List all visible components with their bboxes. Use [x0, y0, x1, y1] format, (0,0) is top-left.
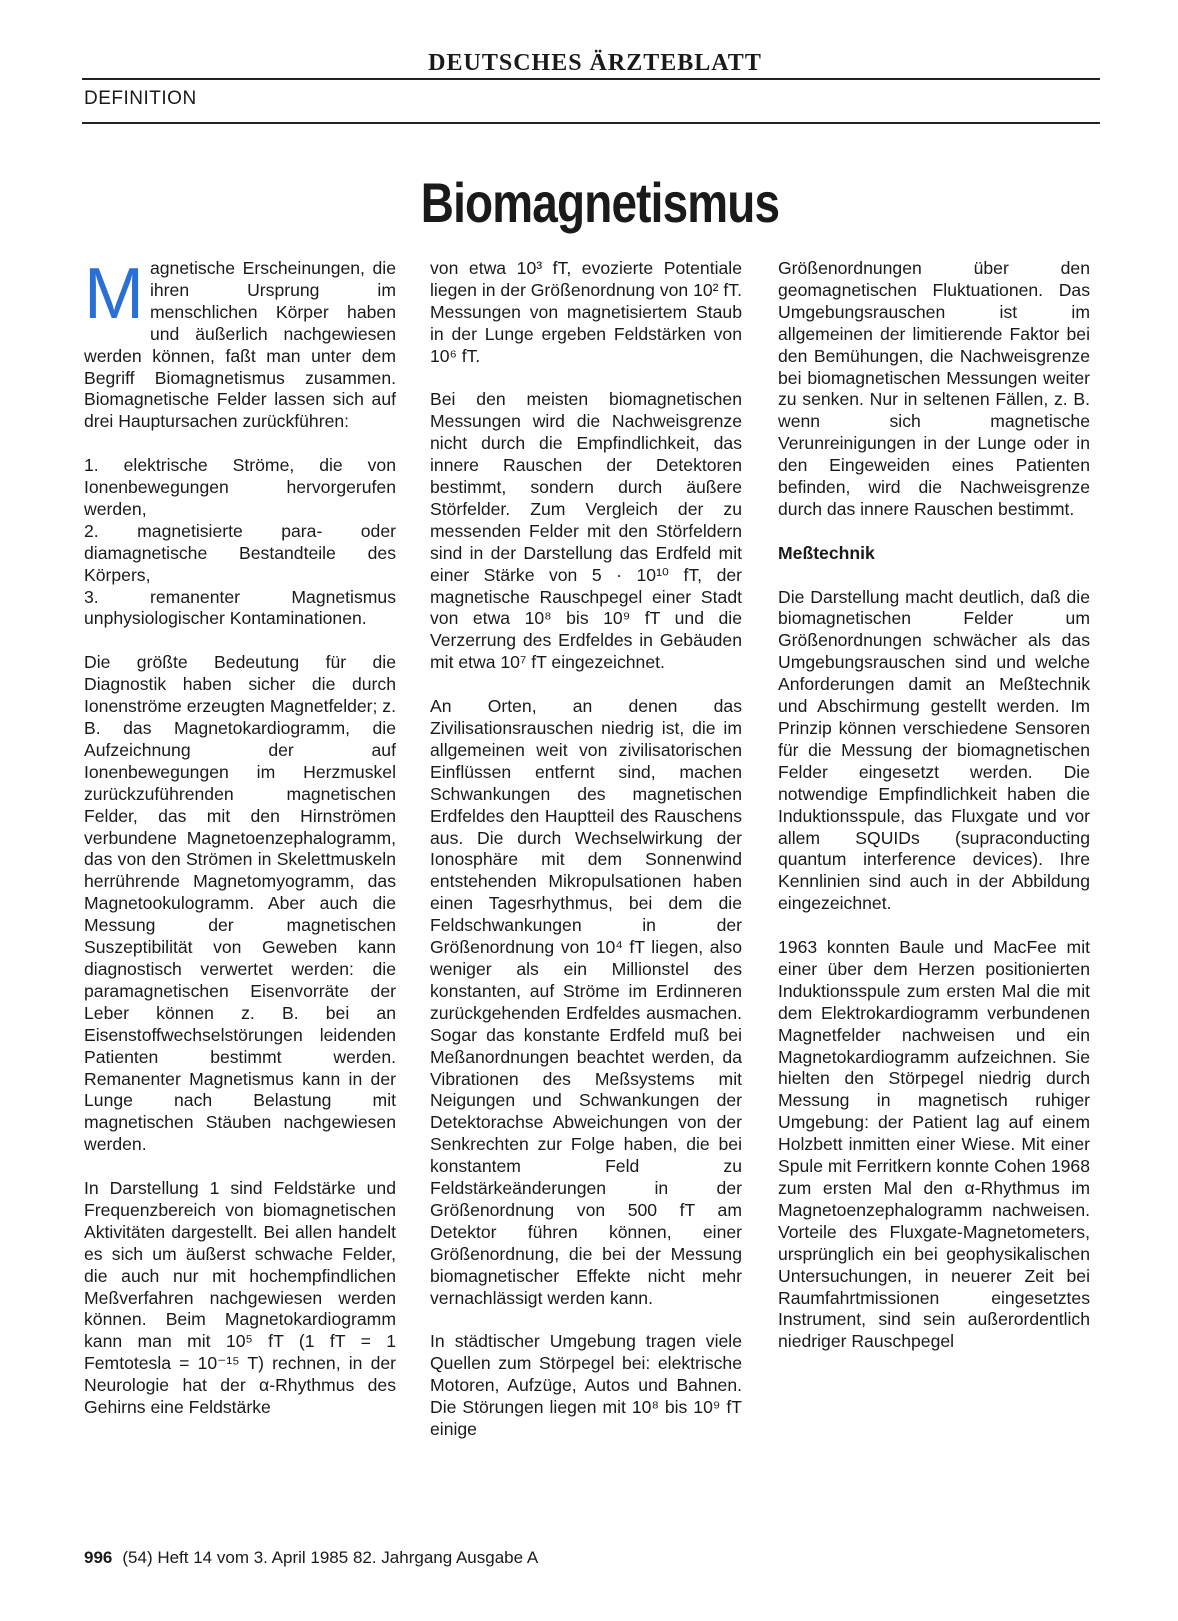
list-item: 2. magnetisierte para- oder diamagnetische Bestandteile des Körpers, — [84, 520, 396, 585]
paragraph: Größenordnungen über den geomagnetischen Fluktuationen. Das Umgebungsrauschen ist im allgemeinen der limitierende Faktor bei den Bemühungen, die Nachweisgrenze bei biomagnetischen Messungen weiter zu senken. Nur in seltenen Fällen, z. B. wenn sich magnetische Verunreinigungen in der Lunge oder in den Eingeweiden eines Patienten befinden, wird die Nachweisgrenze durch das innere Rauschen bestimmt. — [778, 258, 1090, 519]
masthead: DEUTSCHES ÄRZTEBLATT — [428, 50, 762, 76]
column-2 — [430, 258, 742, 1463]
paragraph: Bei den meisten biomagnetischen Messungen wird die Nachweisgrenze nicht durch die Empfindlichkeit, das innere Rauschen der Detektoren bestimmt, sondern durch äußere Störfelder. Zum Vergleich der zu messenden Felder mit den Störfeldern sind in der Darstellung das Erdfeld mit einer Stärke von 5 · 10¹⁰ fT, der magnetische Rauschpegel einer Stadt von etwa 10⁸ bis 10⁹ fT und die Verzerrung des Erdfeldes in Gebäuden mit etwa 10⁷ fT eingezeichnet. — [430, 389, 742, 673]
paragraph: von etwa 10³ fT, evozierte Potentiale liegen in der Größenordnung von 10² fT. Messungen von magnetisiertem Staub in der Lunge ergeben Feldstärken von 10⁶ fT. — [430, 258, 742, 366]
paragraph: Die Darstellung macht deutlich, daß die biomagnetischen Felder um Größenordnungen schwächer als das Umgebungsrauschen sind und welche Anforderungen damit an Meßtechnik und Abschirmung gestellt werden. Im Prinzip können verschiedene Sensoren für die Messung der biomagnetischen Felder eingesetzt werden. Die notwendige Empfindlichkeit haben die Induktionsspule, das Fluxgate und vor allem SQUIDs (supraconducting quantum interference devices). Ihre Kennlinien sind auch in der Abbildung eingezeichnet. — [778, 586, 1090, 914]
masthead-rule — [82, 78, 1100, 80]
list-item: 1. elektrische Ströme, die von Ionenbewegungen hervorgerufen werden, — [84, 455, 396, 519]
section-rule — [82, 122, 1100, 124]
issue-info: (54) Heft 14 vom 3. April 1985 82. Jahrgang Ausgabe A — [122, 1548, 539, 1567]
paragraph: 1963 konnten Baule und MacFee mit einer über dem Herzen positionierten Induktionsspule zum ersten Mal die mit dem Elektrokardiogramm verbundenen Magnetfelder nachweisen und ein Magnetokardiogramm aufzeichnen. Sie hielten den Störpegel niedrig durch Messung in magnetisch ruhiger Umgebung: der Patient lag auf einem Holzbett inmitten einer Wiese. Mit einer Spule mit Ferritkern konnte Cohen 1968 zum ersten Mal den α-Rhythmus im Magnetoenzephalogramm nachweisen. Vorteile des Fluxgate-Magnetometers, ursprünglich ein bei geophysikalischen Untersuchungen, in neuerer Zeit bei Raumfahrtmissionen eingesetztes Instrument, sind sein außerordentlich niedriger Rauschpegel — [778, 937, 1090, 1352]
list-item: 3. remanenter Magnetismus unphysiologischer Kontaminationen. — [84, 586, 396, 629]
section-label: DEFINITION — [84, 88, 197, 109]
page-number: 996 — [84, 1548, 113, 1567]
article-title: Biomagnetismus — [420, 171, 780, 234]
paragraph: In städtischer Umgebung tragen viele Quellen zum Störpegel bei: elektrische Motoren, Aufzüge, Autos und Bahnen. Die Störungen liegen mit 10⁸ bis 10⁹ fT einige — [430, 1331, 742, 1439]
paragraph: Die größte Bedeutung für die Diagnostik haben sicher die durch Ionenströme erzeugten Magnetfelder; z. B. das Magnetokardiogramm, die Aufzeichnung der auf Ionenbewegungen im Herzmuskel zurückzuführenden magnetischen Felder, das mit den Hirnströmen verbundene Magnetoenzephalogramm, das von den Strömen in Skelettmuskeln herrührende Magnetomyogramm, das Magnetookulogramm. Aber auch die Messung der magnetischen Suszeptibilität von Geweben kann diagnostisch verwertet werden: die paramagnetischen Eisenvorräte der Leber können z. B. bei an Eisenstoffwechselstörungen leidenden Patienten bestimmt werden. Remanenter Magnetismus kann in der Lunge nach Belastung mit magnetischen Stäuben nachgewiesen werden. — [84, 652, 396, 1155]
drop-cap: M — [84, 254, 144, 334]
intro-paragraph: Magnetische Erscheinungen, die ihren Ursprung im menschlichen Körper haben und äußerlich nachgewiesen werden können, faßt man unter dem Begriff Biomagnetismus zusammen. Biomagnetische Felder lassen sich auf drei Hauptursachen zurückführen: — [84, 254, 396, 432]
column-3 — [778, 258, 1090, 1375]
column-1 — [84, 254, 396, 1441]
paragraph: In Darstellung 1 sind Feldstärke und Frequenzbereich von biomagnetischen Aktivitäten dargestellt. Bei allen handelt es sich um äußerst schwache Felder, die auch nur mit hochempfindlichen Meßverfahren nachgewiesen werden können. Beim Magnetokardiogramm kann man mit 10⁵ fT (1 fT = 1 Femtotesla = 10⁻¹⁵ T) rechnen, in der Neurologie hat der α-Rhythmus des Gehirns eine Feldstärke — [84, 1178, 396, 1418]
page-footer — [84, 1548, 538, 1568]
paragraph: An Orten, an denen das Zivilisationsrauschen niedrig ist, die im allgemeinen weit von zivilisatorischen Einflüssen entfernt sind, machen Schwankungen des magnetischen Erdfeldes den Hauptteil des Rauschens aus. Die durch Wechselwirkung der Ionosphäre mit dem Sonnenwind entstehenden Mikropulsationen haben einen Tagesrhythmus, bei dem die Feldschwankungen in der Größenordnung von 10⁴ fT liegen, also weniger als ein Millionstel des konstanten, auf Ströme im Erdinneren zurückgehenden Erdfeldes ausmachen. Sogar das konstante Erdfeld muß bei Meßanordnungen beachtet werden, da Vibrationen des Meßsystems mit Neigungen und Schwankungen der Detektorachse Abweichungen von der Senkrechten zur Folge haben, die bei konstantem Feld zu Feldstärkeänderungen in der Größenordnung von 500 fT am Detektor führen können, einer Größenordnung, die bei der Messung biomagnetischer Effekte nicht mehr vernachlässigt werden kann. — [430, 696, 742, 1308]
subheading: Meßtechnik — [778, 542, 875, 563]
